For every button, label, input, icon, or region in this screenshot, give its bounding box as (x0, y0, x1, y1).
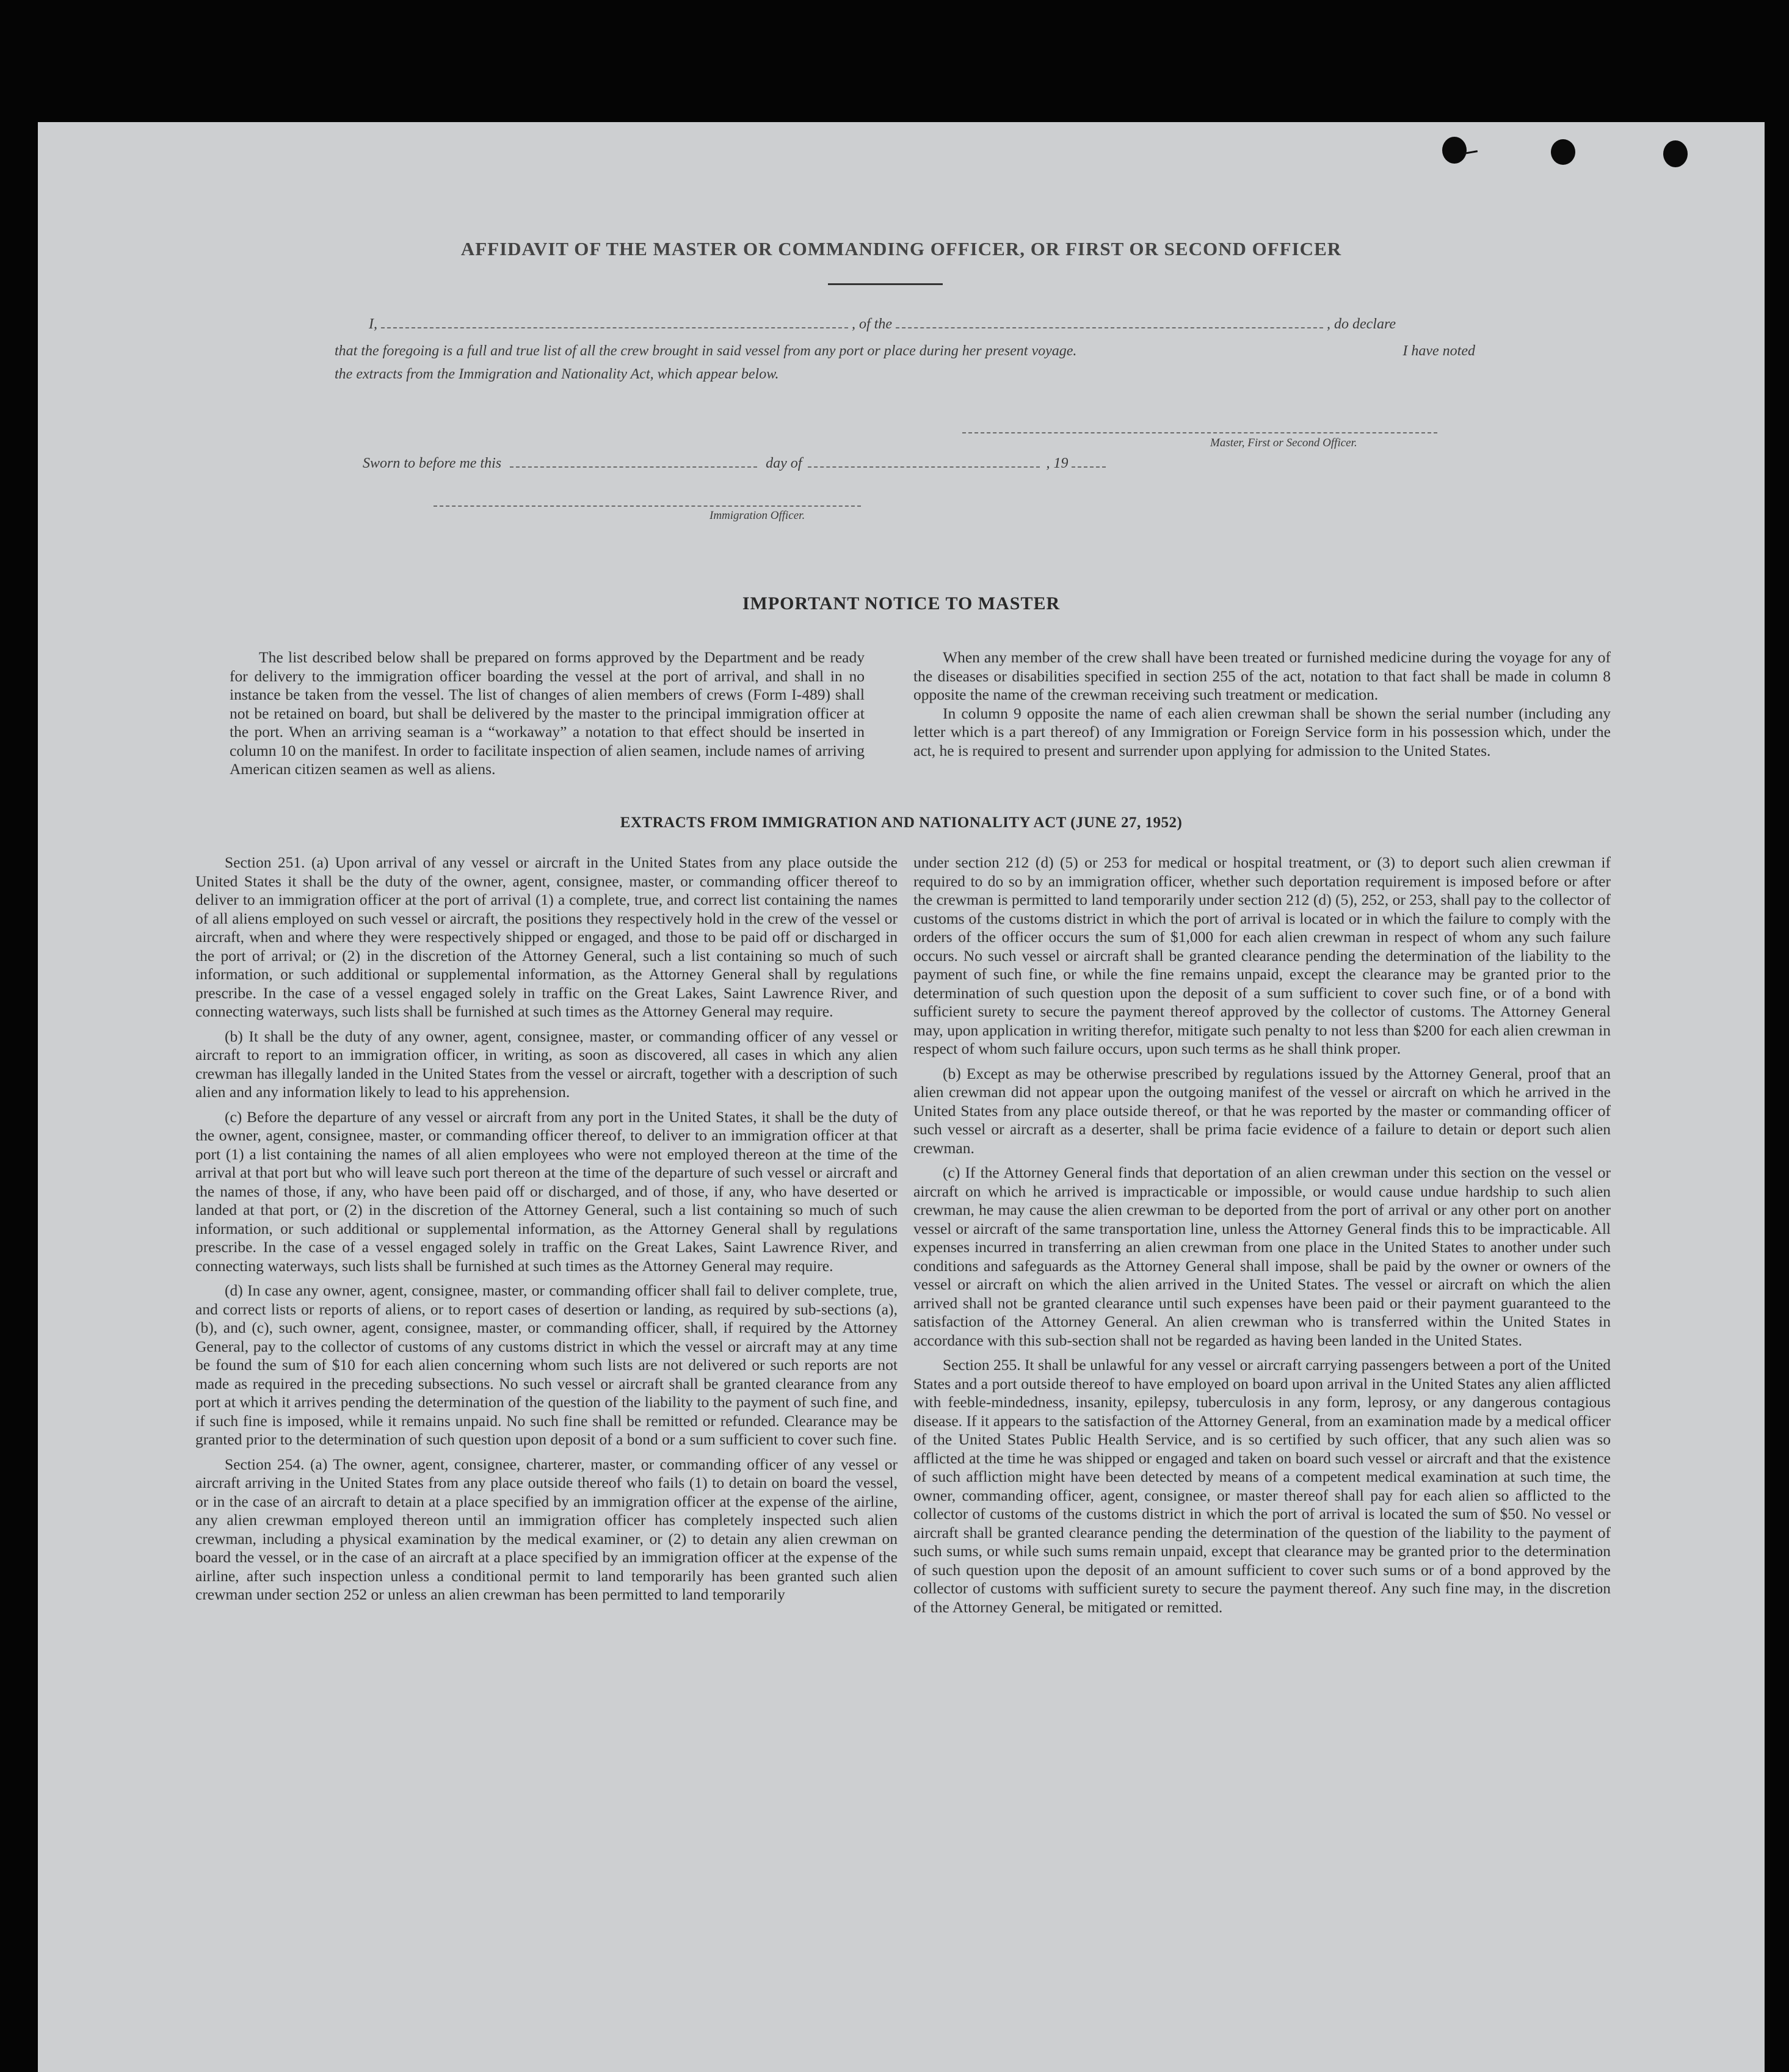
section-251-c: (c) Before the departure of any vessel or aircraft from any port in the United States, it shall be the duty of the owner, agent, consignee, master, or commanding officer thereof, to deliver to an immigration officer at that port (1) a list containing the names of all alien employees who were not employed thereon at the time of the arrival at that port but who will leave such port thereon at the time of the departure of such vessel or aircraft and the names of those, if any, who have been paid off or discharged, and of those, if any, who have deserted or landed at that port, or (2) in the discretion of the Attorney General, such a list containing so much of such information, or such additional or supplemental information, as the Attorney General shall by regulations prescribe. In the case of a vessel engaged solely in traffic on the Great Lakes, Saint Lawrence River, and connecting waterways, such lists shall be furnished at such times as the Attorney General may require. (195, 1107, 898, 1275)
notice-title: IMPORTANT NOTICE TO MASTER (742, 593, 1061, 614)
sworn-day-of: day of (766, 455, 802, 471)
section-254-b: (b) Except as may be otherwise prescribed by regulations issued by the Attorney General, proof that an alien crewman did not appear upon the outgoing manifest of the vessel or aircraft on which he arrived in the United States from any place outside thereof, or that he was reported by the master or commanding officer of such vessel or aircraft as a deserter, shall be prima facie evidence of a failure to detain or deport such alien crewman. (913, 1064, 1611, 1157)
declaration-of-the: , of the (852, 316, 892, 332)
section-251-a: Section 251. (a) Upon arrival of any vessel or aircraft in the United States from any place outside the United States it shall be the duty of the owner, agent, consignee, master, or commanding officer thereof to deliver to an immigration officer at the port of arrival (1) a complete, true, and correct list containing the names of all aliens employed on such vessel or aircraft, the positions they respectively hold in the crew of the vessel or aircraft, when and where they were respectively shipped or engaged, and those to be paid off or discharged in the port of arrival; or (2) in the discretion of the Attorney General, such a list containing so much of such information, or such additional or supplemental information, as the Attorney General shall by regulations prescribe. In the case of a vessel engaged solely in traffic on the Great Lakes, Saint Lawrence River, and connecting waterways, such lists shall be furnished at such times as the Attorney General may require. (195, 853, 898, 1020)
master-signature-label: Master, First or Second Officer. (1210, 436, 1357, 449)
punch-hole-middle (1551, 139, 1575, 165)
extracts-right-column (913, 853, 1611, 1617)
sworn-year: , 19 (1046, 455, 1069, 471)
punch-hole-right (1663, 140, 1688, 167)
sworn-month-blank (808, 466, 1040, 468)
officer-signature-label: Immigration Officer. (709, 509, 805, 522)
document-page (38, 122, 1765, 2072)
declaration-line-2 (335, 343, 1475, 360)
name-blank (381, 327, 848, 328)
notice-right-paragraph-2: In column 9 opposite the name of each alien crewman shall be shown the serial number (including any letter which is a part thereof) of any Immigration or Foreign Service form in his possession which, under the act, he is required to present and surrender upon applying for admission to the United States. (913, 704, 1611, 759)
section-251-d: (d) In case any owner, agent, consignee, master, or commanding officer shall fail to deliver complete, true, and correct lists or reports of aliens, or to report cases of desertion or landing, as required by sub-sections (a), (b), and (c), such owner, agent, consignee, master, or commanding officer, shall, if required by the Attorney General, pay to the collector of customs of any customs district in which the vessel or aircraft may at any time be found the sum of $10 for each alien concerning whom such lists are not delivered or such reports are not made as required in the preceding subsections. No such vessel or aircraft shall be granted clearance from any port at which it arrives pending the determination of the question of the liability to the payment of such fine, and if such fine is imposed, while it remains unpaid. No such fine shall be remitted or refunded. Clearance may be granted prior to the determination of such question upon deposit of a bond or a sum sufficient to cover such fine. (195, 1281, 898, 1448)
notice-right-column (913, 648, 1611, 760)
punch-hole-left (1442, 137, 1467, 164)
declaration-i: I, (369, 316, 377, 332)
sworn-year-blank (1072, 466, 1106, 468)
declaration-do-declare: , do declare (1327, 316, 1396, 332)
notice-left-column (230, 648, 865, 779)
section-254-a-continued: under section 212 (d) (5) or 253 for medical or hospital treatment, or (3) to deport such alien crewman if required to do so by an immigration officer, whether such deportation requirement is imposed before or after the crewman is permitted to land temporarily under section 212 (d) (5), 252, or 253, shall pay to the collector of customs of the customs district in which the port of arrival is located or in which the failure to comply with the orders of the officer occurs the sum of $1,000 for each alien crewman in respect of whom any such failure occurs. No such vessel or aircraft shall be granted clearance pending the determination of the liability to the payment of such fine, or while the fine remains unpaid, except the clearance may be granted prior to the determination of such question upon the deposit of a sum sufficient to cover such fine, or of a bond with sufficient surety to secure the payment thereof approved by the collector of customs. The Attorney General may, upon application in writing therefor, mitigate such penalty to not less than $200 for each alien crewman in respect of whom such failure occurs, upon such terms as he shall think proper. (913, 853, 1611, 1057)
section-254-a: Section 254. (a) The owner, agent, consignee, charterer, master, or commanding officer of any vessel or aircraft arriving in the United States from any place outside thereof who fails (1) to detain on board the vessel, or in the case of an aircraft to detain at a place specified by an immigration officer at the expense of the airline, any alien crewman employed thereon until an immigration officer has completely inspected such alien crewman, including a physical examination by the medical examiner, or (2) to detain any alien crewman on board the vessel, or in the case of an aircraft at a place specified by an immigration officer at the expense of the airline, after such inspection unless a conditional permit to land temporarily has been granted such alien crewman under section 252 or unless an alien crewman has been permitted to land temporarily (195, 1455, 898, 1603)
master-signature-line (962, 432, 1437, 433)
sworn-line (363, 455, 1106, 472)
declaration-line-1 (369, 316, 1475, 333)
extracts-title: EXTRACTS FROM IMMIGRATION AND NATIONALITY ACT (JUNE 27, 1952) (620, 814, 1183, 831)
declaration-line-3: the extracts from the Immigration and Nationality Act, which appear below. (335, 366, 779, 382)
affidavit-title: AFFIDAVIT OF THE MASTER OR COMMANDING OFFICER, OR FIRST OR SECOND OFFICER (460, 238, 1342, 259)
officer-signature-line (434, 505, 861, 507)
extracts-left-column (195, 853, 898, 1604)
section-251-b: (b) It shall be the duty of any owner, agent, consignee, master, or commanding officer of any vessel or aircraft to report to an immigration officer, in writing, as soon as discovered, all cases in which any alien crewman has illegally landed in the United States from the vessel or aircraft, together with a description of such alien and any information likely to lead to his apprehension. (195, 1027, 898, 1101)
declaration-text-2: that the foregoing is a full and true list of all the crew brought in said vessel from any port or place during her present voyage. (335, 343, 1077, 359)
notice-left-paragraph: The list described below shall be prepared on forms approved by the Department and be ready for delivery to the immigration officer boarding the vessel at the port of arrival, and shall in no instance be taken from the vessel. The list of changes of alien members of crews (Form I-489) shall not be retained on board, but shall be delivered by the master to the principal immigration officer at the port. When an arriving seaman is a “workaway” a notation to that effect should be inserted in column 10 on the manifest. In order to facilitate inspection of alien seamen, include names of arriving American citizen seamen as well as aliens. (230, 648, 865, 778)
declaration-text-2-right: I have noted (1403, 343, 1475, 359)
section-254-c: (c) If the Attorney General finds that deportation of an alien crewman under this section on the vessel or aircraft on which he arrived is impracticable or impossible, or would cause undue hardship to such alien crewman, he may cause the alien crewman to be deported from the port of arrival or any other port on another vessel or aircraft of the same transportation line, unless the Attorney General finds this to be impracticable. All expenses incurred in transferring an alien crewman from one place in the United States to another under such conditions and safeguards as the Attorney General shall impose, shall be paid by the owner or owners of the vessel or aircraft on which the alien arrived in the United States. The vessel or aircraft on which the alien arrived shall not be granted clearance until such expenses have been paid or their payment guaranteed to the satisfaction of the Attorney General. An alien crewman who is transferred within the United States in accordance with this sub-section shall not be regarded as having been landed in the United States. (913, 1164, 1611, 1349)
sworn-prefix: Sworn to before me this (363, 455, 502, 471)
notice-right-paragraph-1: When any member of the crew shall have been treated or furnished medicine during the voyage for any of the diseases or disabilities specified in section 255 of the act, notation to that fact shall be made in column 8 opposite the name of the crewman receiving such treatment or medication. (913, 648, 1611, 703)
section-255: Section 255. It shall be unlawful for any vessel or aircraft carrying passengers between a port of the United States and a port outside thereof to have employed on board upon arrival in the United States any alien afflicted with feeble-mindedness, insanity, epilepsy, tuberculosis in any form, leprosy, or any dangerous contagious disease. If it appears to the satisfaction of the Attorney General, from an examination made by a medical officer of the United States Public Health Service, and is so certified by such officer, that any such alien was so afflicted at the time he was shipped or engaged and taken on board such vessel or aircraft and that the existence of such affliction might have been detected by means of a competent medical examination at such time, the owner, commanding officer, agent, consignee, or master thereof shall pay for each alien so afflicted to the collector of customs of the customs district in which the port of arrival is located the sum of $50. No vessel or aircraft shall be granted clearance pending the determination of the question of the liability to the payment of such sums, or while such sums remain unpaid, except that clearance may be granted prior to the determination of such question upon the deposit of an amount sufficient to cover such sums or of a bond approved by the collector of customs with sufficient surety to secure the payment thereof. Any such fine may, in the discretion of the Attorney General, be mitigated or remitted. (913, 1356, 1611, 1616)
title-underline (828, 283, 943, 285)
vessel-blank (896, 327, 1323, 328)
sworn-date-blank (510, 466, 757, 468)
